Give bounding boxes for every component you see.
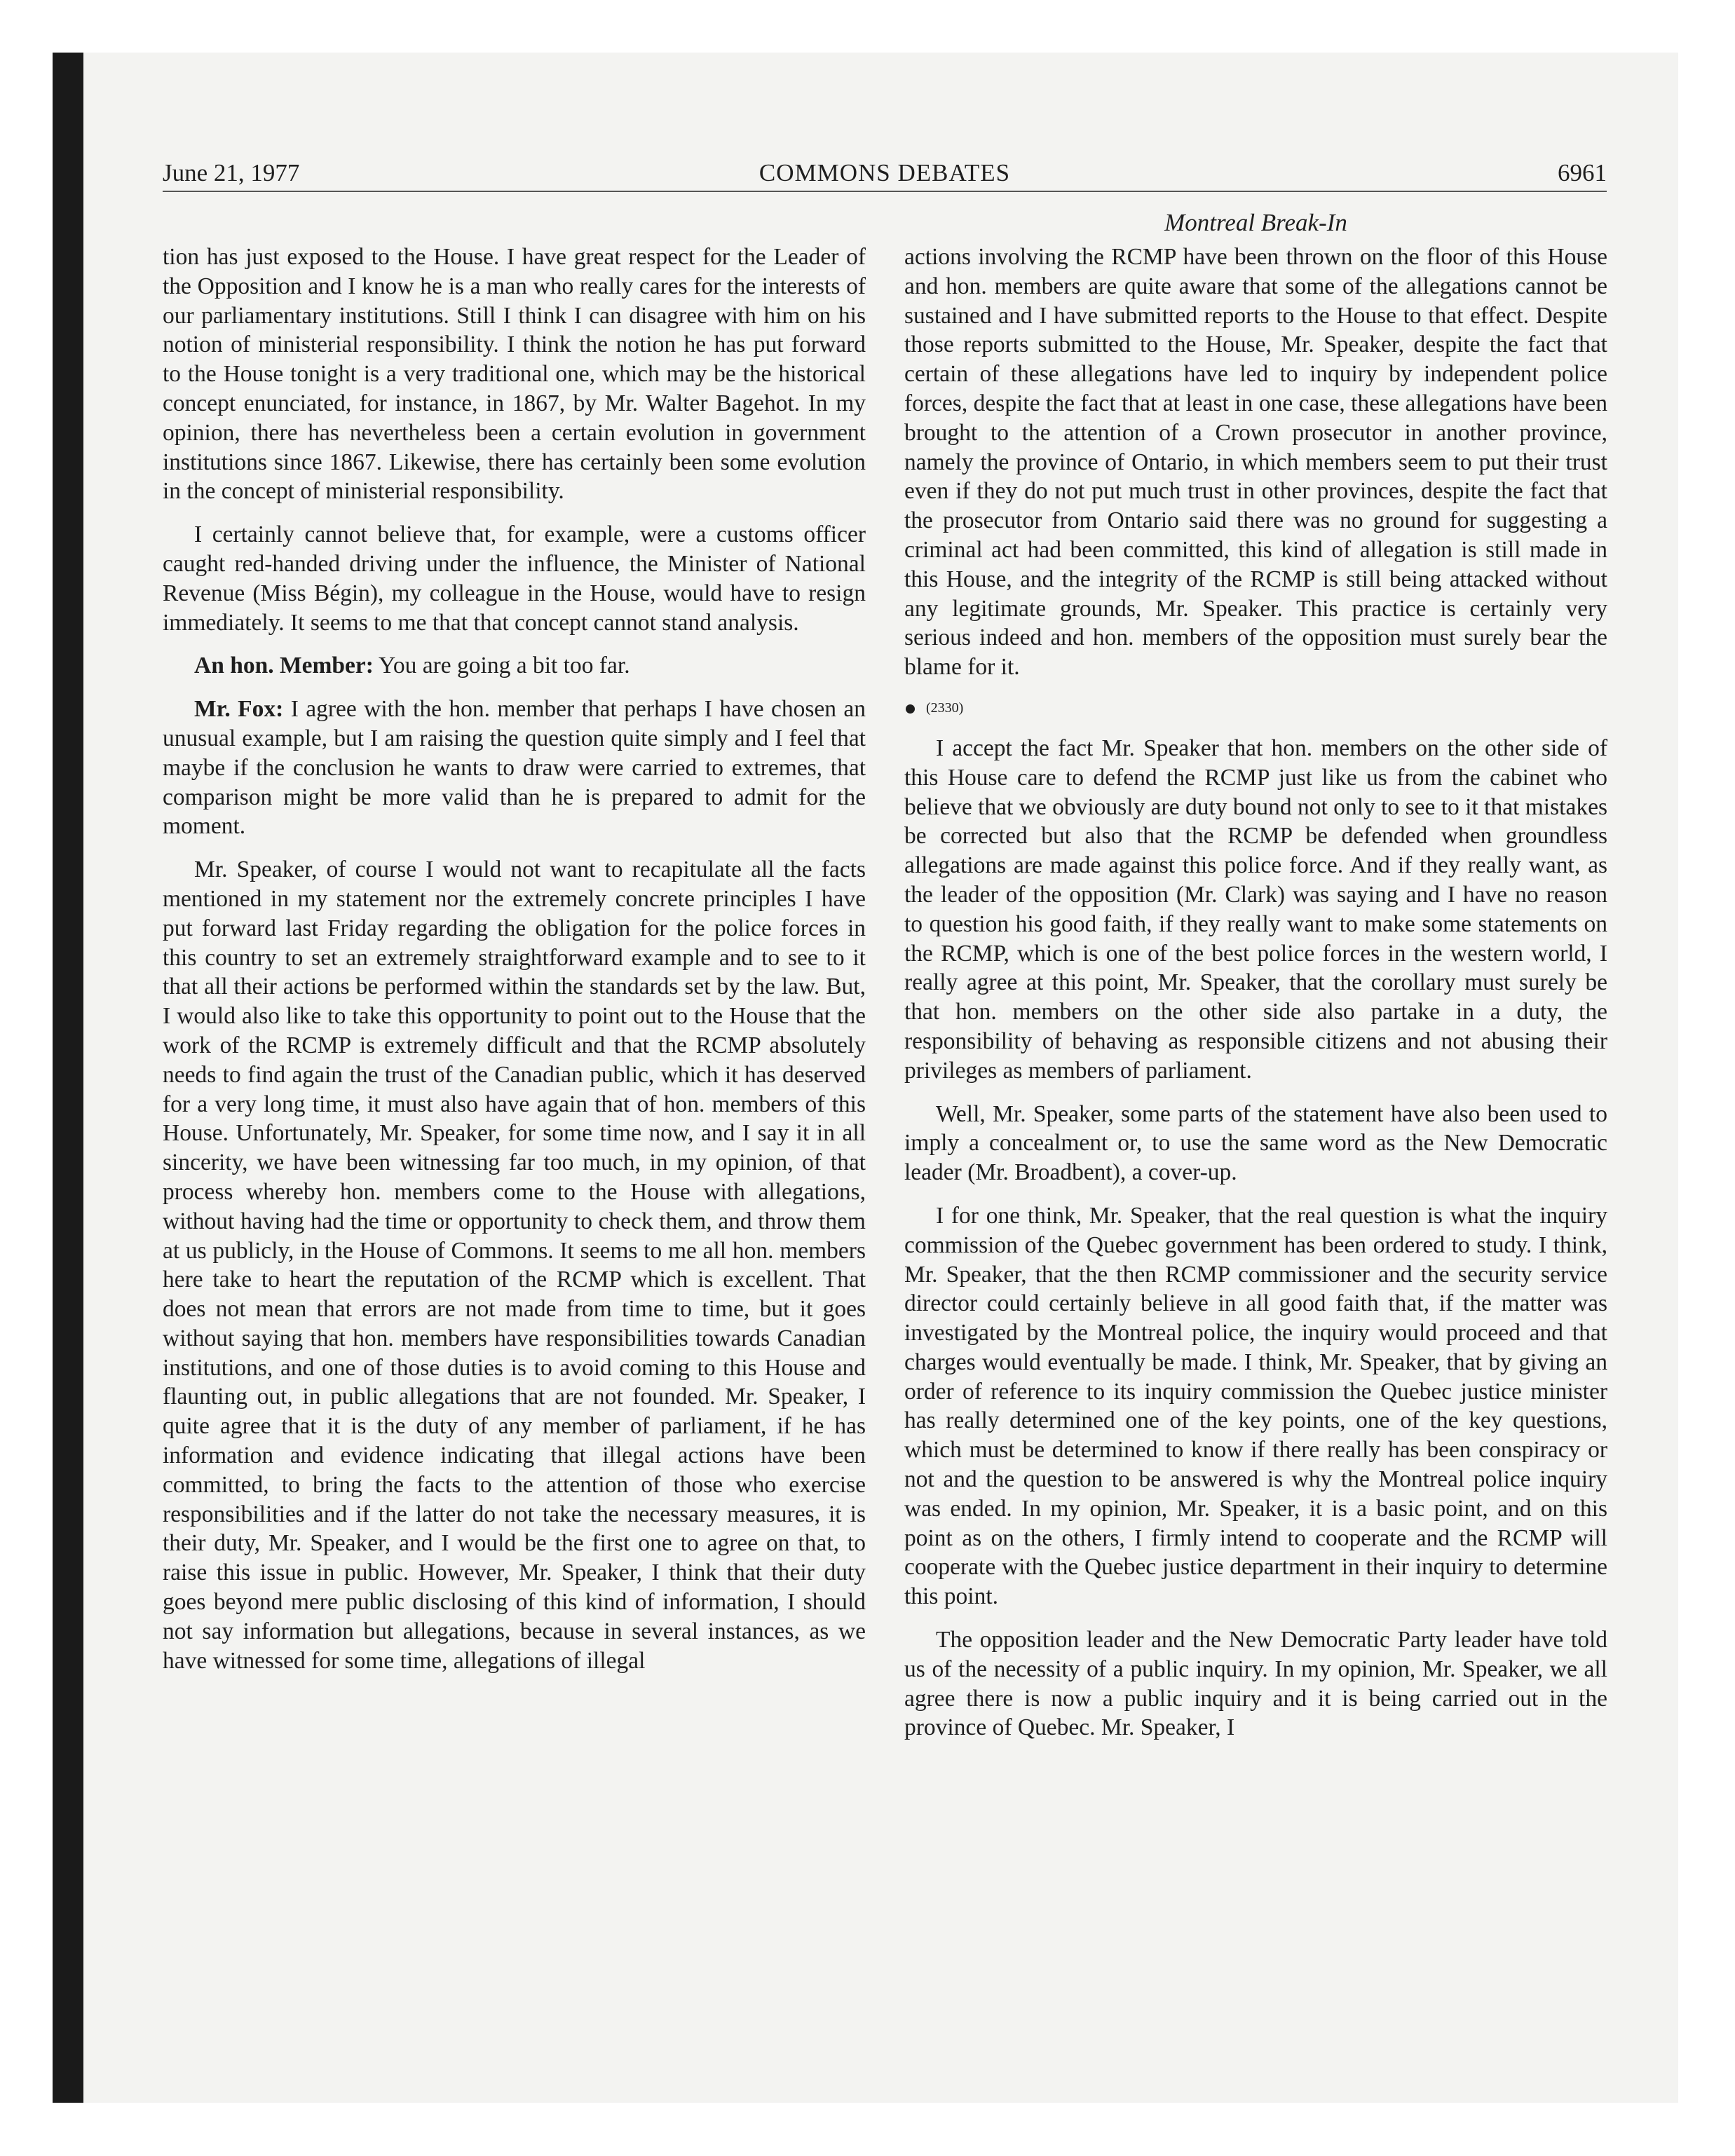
paragraph: I for one think, Mr. Speaker, that the real question is what the inquiry commission of the Quebec government has been ordered to study. I think, Mr. Speaker, that the then RCMP commissioner and the security service director could certainly believe in all good faith that, if the matter was investigated by the Montreal police, the inquiry would proceed and that charges would eventually be made. I think, Mr. Speaker, that by giving an order of reference to its inquiry commission the Quebec justice minister has really determined one of the key points, one of the key questions, which must be determined to know if there really has been conspiracy or not and the question to be answered is why the Montreal police inquiry was ended. In my opinion, Mr. Speaker, it is a basic point, and on this point as on the others, I firmly intend to cooperate and the RCMP will cooperate with the Quebec justice department in their inquiry to determine this point. (904, 1202, 1607, 1610)
speaker-name: Mr. Fox: (194, 696, 284, 723)
right-column (904, 243, 1607, 1742)
header-page-number: 6961 (1558, 159, 1607, 186)
page-header (163, 156, 1607, 191)
speech-text: I agree with the hon. member that perhaps I have chosen an unusual example, but I am raising the question quite simply and I feel that maybe if the conclusion he wants to draw were carried to extremes, that comparison might be more valid than he is prepared to admit for the moment. (163, 696, 866, 840)
paragraph: I accept the fact Mr. Speaker that hon. members on the other side of this House care to defend the RCMP just like us from the cabinet who believe that we obviously are duty bound not only to see to it that mistakes be corrected but also that the RCMP be defended when groundless allegations are made against this police force. And if they really want, as the leader of the opposition (Mr. Clark) was saying and I have no reason to question his good faith, if they really want to make some statements on the RCMP, which is one of the best police forces in the western world, I really agree at this point, Mr. Speaker, that the corollary must surely be that hon. members on the other side also partake in a duty, the responsibility of behaving as responsible citizens and not abusing their privileges as members of parliament. (904, 735, 1607, 1084)
speech-paragraph (163, 651, 866, 681)
running-head: Montreal Break-In (1164, 209, 1347, 236)
bullet-icon (906, 704, 915, 714)
speech-text: You are going a bit too far. (379, 653, 630, 679)
time-marker (904, 697, 1607, 718)
time-marker-text: (2330) (926, 700, 964, 716)
paragraph: tion has just exposed to the House. I have great respect for the Leader of the Opposition and I know he is a man who really cares for the interests of our parliamentary institutions. Still I think I can disagree with him on his notion of ministerial responsibility. I think the notion he has put forward to the House tonight is a very traditional one, which may be the historical concept enunciated, for instance, in 1867, by Mr. Walter Bagehot. In my opinion, there has nevertheless been a certain evolution in government institutions since 1867. Likewise, there has certainly been some evolution in the concept of ministerial responsibility. (163, 244, 866, 505)
paragraph: actions involving the RCMP have been thrown on the floor of this House and hon. members are quite aware that some of the allegations cannot be sustained and I have submitted reports to the House to that effect. Despite those reports submitted to the House, Mr. Speaker, despite the fact that certain of these allegations have led to inquiry by independent police forces, despite the fact that at least in one case, these allegations have been brought to the attention of a Crown prosecutor in another province, namely the province of Ontario, in which members seem to put their trust even if they do not put much trust in other provinces, despite the fact that the prosecutor from Ontario said there was no ground for suggesting a criminal act had been committed, this kind of allegation is still made in this House, and the integrity of the RCMP is still being attacked without any legitimate grounds, Mr. Speaker. This practice is certainly very serious indeed and hon. members of the opposition must surely bear the blame for it. (904, 244, 1607, 681)
paragraph: I certainly cannot believe that, for example, were a customs officer caught red-handed driving under the influence, the Minister of National Revenue (Miss Bégin), my colleague in the House, would have to resign immediately. It seems to me that that concept cannot stand analysis. (163, 521, 866, 636)
paragraph: The opposition leader and the New Democratic Party leader have told us of the necessity of a public inquiry. In my opinion, Mr. Speaker, we all agree there is now a public inquiry and it is being carried out in the province of Quebec. Mr. Speaker, I (904, 1627, 1607, 1741)
header-title: COMMONS DEBATES (758, 159, 1011, 186)
paragraph: Mr. Speaker, of course I would not want to recapitulate all the facts mentioned in my statement nor the extremely concrete principles I have put forward last Friday regarding the obligation for the police forces in this country to set an extremely straightforward example and to see to it that all their actions be performed within the standards set by the law. But, I would also like to take this opportunity to point out to the House that the work of the RCMP is extremely difficult and that the RCMP absolutely needs to find again the trust of the Canadian public, which it has deserved for a very long time, it must also have again that of hon. members of this House. Unfortunately, Mr. Speaker, for some time now, and I say it in all sincerity, we have been witnessing far too much, in my opinion, of that process whereby hon. members come to the House with allegations, without having had the time or opportunity to check them, and throw them at us publicly, in the House of Commons. It seems to me all hon. members here take to heart the reputation of the RCMP which is excellent. That does not mean that errors are not made from time to time, but it goes without saying that hon. members have responsibilities towards Canadian institutions, and one of those duties is to avoid coming to this House and flaunting out, in public allegations that are not founded. Mr. Speaker, I quite agree that it is the duty of any member of parliament, if he has information and evidence indicating that illegal actions have been committed, to bring the facts to the attention of those who exercise responsibilities and if the latter do not take the necessary measures, it is their duty, Mr. Speaker, and I would be the first one to agree on that, to raise this issue in public. However, Mr. Speaker, I think that their duty goes beyond mere public disclosing of this kind of information, I should not say information but allegations, because in several instances, as we have witnessed for some time, allegations of illegal (163, 857, 866, 1674)
left-column (163, 243, 866, 1675)
paragraph: Well, Mr. Speaker, some parts of the statement have also been used to imply a concealment or, to use the same word as the New Democratic leader (Mr. Broadbent), a cover-up. (904, 1100, 1607, 1186)
speaker-name: An hon. Member: (194, 653, 374, 679)
header-rule (163, 191, 1607, 192)
header-date: June 21, 1977 (163, 159, 300, 186)
binding-edge-shadow (53, 53, 83, 2103)
speech-paragraph (163, 695, 866, 841)
